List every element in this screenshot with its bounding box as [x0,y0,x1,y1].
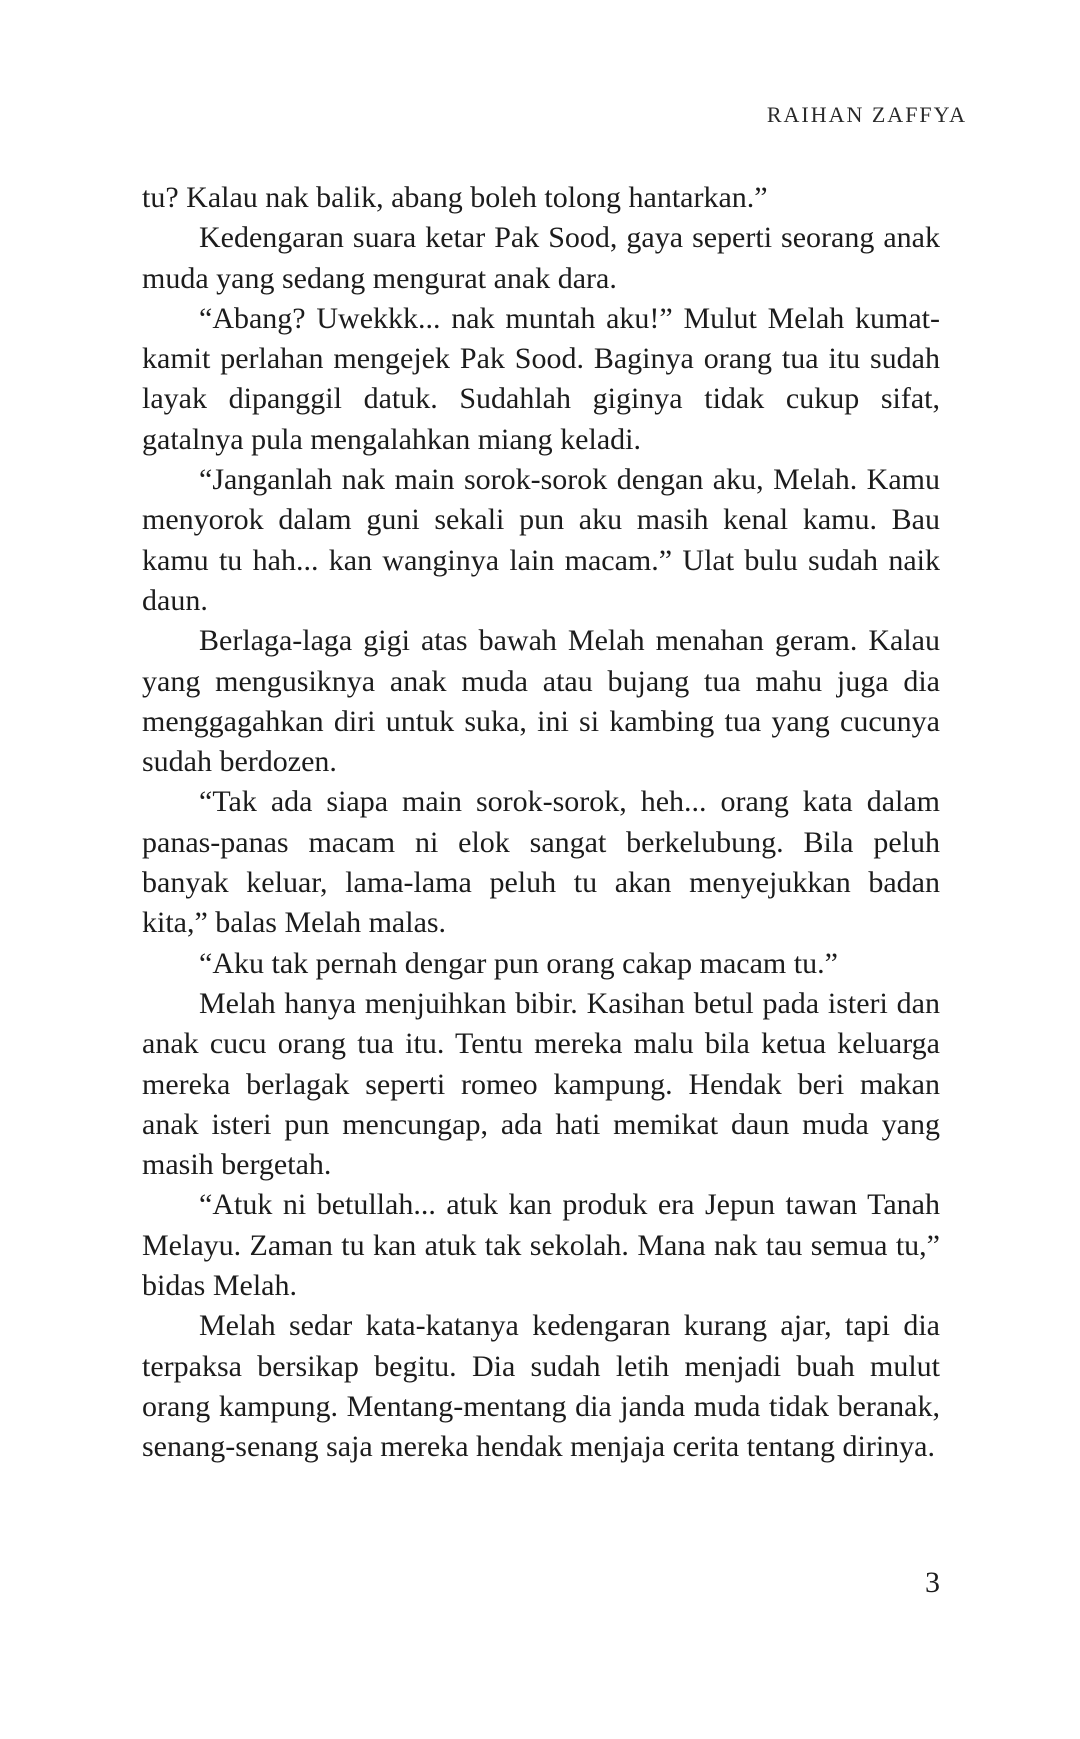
paragraph: “Tak ada siapa main sorok-sorok, heh... orang kata dalam panas-panas macam ni elok sangat berkelubung. Bila peluh banyak keluar, lama-lama peluh tu akan menyejukkan badan kita,” balas Melah malas. [142,785,940,940]
paragraph: “Abang? Uwekkk... nak muntah aku!” Mulut Melah kumat-kamit perlahan mengejek Pak Sood. Baginya orang tua itu sudah layak dipanggil datuk. Sudahlah giginya tidak cukup sifat, gatalnya pula mengalahkan miang keladi. [142,301,940,456]
paragraph: “Atuk ni betullah... atuk kan produk era Jepun tawan Tanah Melayu. Zaman tu kan atuk tak sekolah. Mana nak tau semua tu,” bidas Melah. [142,1188,940,1303]
running-header-author: RAIHAN ZAFFYA [766,102,967,127]
paragraph: Melah sedar kata-katanya kedengaran kurang ajar, tapi dia terpaksa bersikap begitu. Dia sudah letih menjadi buah mulut orang kampung. Mentang-mentang dia janda muda tidak beranak, senang-senang saja mereka hendak menjaja cerita tentang dirinya. [142,1309,940,1464]
page-number: 3 [925,1566,940,1599]
paragraph: Melah hanya menjuihkan bibir. Kasihan betul pada isteri dan anak cucu orang tua itu. Tentu mereka malu bila ketua keluarga mereka berlagak seperti romeo kampung. Hendak beri makan anak isteri pun mencungap, ada hati memikat daun muda yang masih bergetah. [142,986,940,1182]
paragraph: “Janganlah nak main sorok-sorok dengan aku, Melah. Kamu menyorok dalam guni sekali pun aku masih kenal kamu. Bau kamu tu hah... kan wanginya lain macam.” Ulat bulu sudah naik daun. [142,463,940,617]
paragraph: “Aku tak pernah dengar pun orang cakap macam tu.” [199,946,838,980]
body-text [142,178,940,1468]
paragraph: Kedengaran suara ketar Pak Sood, gaya seperti seorang anak muda yang sedang mengurat anak dara. [142,221,940,295]
paragraph: tu? Kalau nak balik, abang boleh tolong hantarkan.” [142,181,768,214]
paragraph: Berlaga-laga gigi atas bawah Melah menahan geram. Kalau yang mengusiknya anak muda atau bujang tua mahu juga dia menggagahkan diri untuk suka, ini si kambing tua yang cucunya sudah berdozen. [142,624,940,779]
